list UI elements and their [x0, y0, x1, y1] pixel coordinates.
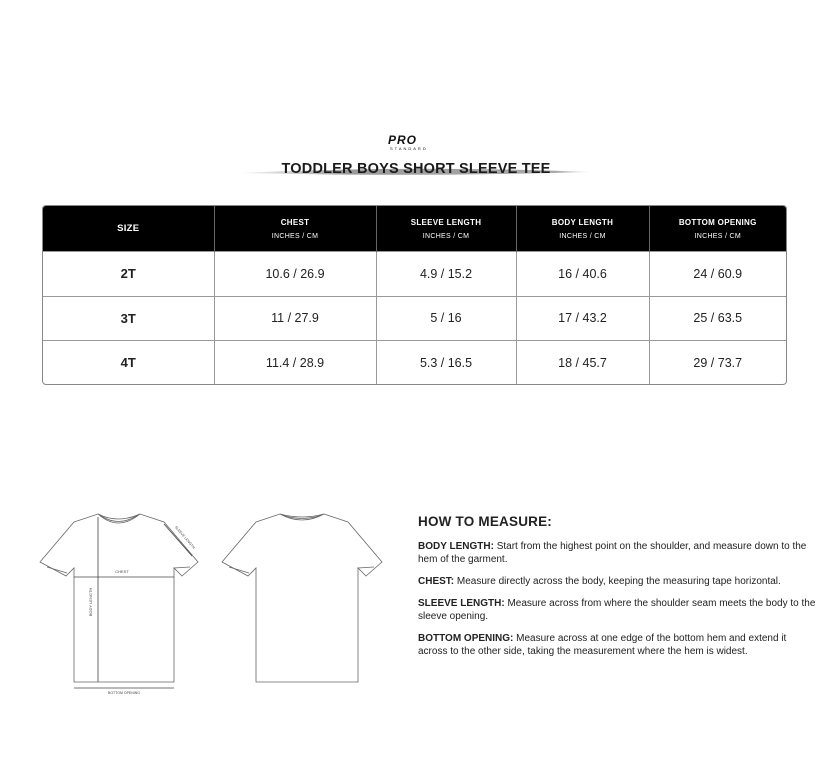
- sleeve-length-diagram-label: SLEEVE LENGTH: [173, 525, 196, 550]
- table-header-row: [43, 206, 786, 252]
- how-to-measure: [418, 515, 818, 667]
- cell-body: 16 / 40.6: [516, 252, 649, 297]
- cell-sleeve: 5.3 / 16.5: [376, 341, 516, 384]
- logo-subtext: STANDARD: [390, 146, 428, 151]
- table-row: [43, 341, 786, 384]
- title-banner: [238, 160, 594, 180]
- tshirt-front-icon: [40, 514, 198, 688]
- cell-chest: 11.4 / 28.9: [214, 341, 376, 384]
- cell-sleeve: 4.9 / 15.2: [376, 252, 516, 297]
- instruction-bottom-opening: BOTTOM OPENING: Measure across at one edge of the bottom hem and extend it across to the other side, taking the measurement where the hem is widest.: [418, 633, 787, 657]
- cell-size: 4T: [43, 341, 214, 384]
- tshirt-diagram: [36, 506, 402, 696]
- header-chest: CHEST INCHES / CM: [214, 206, 376, 252]
- instruction-sleeve-length: SLEEVE LENGTH: Measure across from where the shoulder seam meets the body to the sleeve opening.: [418, 598, 816, 622]
- instruction-chest: CHEST: Measure directly across the body, keeping the measuring tape horizontal.: [418, 576, 781, 587]
- cell-body: 17 / 43.2: [516, 296, 649, 341]
- body-length-diagram-label: BODY LENGTH: [88, 587, 93, 617]
- cell-chest: 11 / 27.9: [214, 296, 376, 341]
- cell-bottom: 29 / 73.7: [649, 341, 786, 384]
- cell-sleeve: 5 / 16: [376, 296, 516, 341]
- tshirt-back-icon: [222, 514, 382, 682]
- table-row: [43, 296, 786, 341]
- size-chart: [42, 205, 787, 385]
- cell-chest: 10.6 / 26.9: [214, 252, 376, 297]
- header-size: SIZE: [43, 206, 214, 252]
- cell-size: 2T: [43, 252, 214, 297]
- logo-text: PRO: [388, 133, 418, 147]
- how-to-heading: HOW TO MEASURE:: [418, 514, 552, 529]
- cell-size: 3T: [43, 296, 214, 341]
- header-body-length: BODY LENGTH INCHES / CM: [516, 206, 649, 252]
- brand-logo: [388, 134, 440, 152]
- header-bottom-opening: BOTTOM OPENING INCHES / CM: [649, 206, 786, 252]
- cell-body: 18 / 45.7: [516, 341, 649, 384]
- cell-bottom: 24 / 60.9: [649, 252, 786, 297]
- instruction-body-length: BODY LENGTH: Start from the highest point on the shoulder, and measure down to the hem of the garment.: [418, 541, 807, 565]
- header-sleeve-length: SLEEVE LENGTH INCHES / CM: [376, 206, 516, 252]
- table-row: [43, 252, 786, 297]
- chest-diagram-label: CHEST: [115, 569, 129, 574]
- size-chart-table: [43, 206, 786, 384]
- bottom-opening-diagram-label: BOTTOM OPENING: [107, 691, 141, 695]
- cell-bottom: 25 / 63.5: [649, 296, 786, 341]
- page-title: TODDLER BOYS SHORT SLEEVE TEE: [281, 161, 551, 177]
